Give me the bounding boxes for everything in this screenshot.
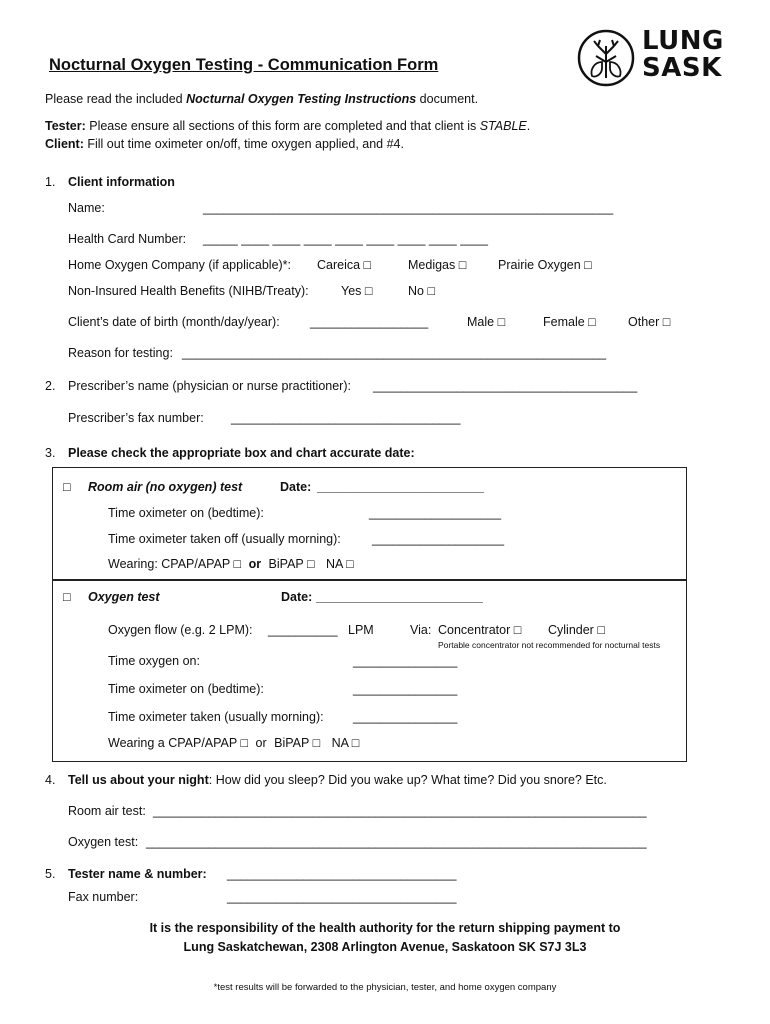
portable-concentrator-note: Portable concentrator not recommended for nocturnal tests <box>438 640 661 650</box>
dob-label: Client’s date of birth (month/day/year): <box>68 315 280 329</box>
tester-fax-field[interactable]: _________________________________ <box>227 890 457 904</box>
room-oximeter-off-label: Time oximeter taken off (usually morning): <box>108 532 341 546</box>
instructions-doc-name: Nocturnal Oxygen Testing Instructions <box>186 92 417 106</box>
lung-sask-logo <box>576 26 726 90</box>
careica-checkbox[interactable]: Careica □ <box>317 258 372 272</box>
prescriber-label: Prescriber’s name (physician or nurse practitioner): <box>68 379 351 393</box>
cylinder-checkbox[interactable]: Cylinder □ <box>548 623 605 637</box>
room-oximeter-on-field[interactable]: ___________________ <box>369 506 502 520</box>
oxygen-flow-label: Oxygen flow (e.g. 2 LPM): <box>108 623 253 637</box>
logo-text-lung: LUNG <box>642 26 724 56</box>
time-oxygen-on-label: Time oxygen on: <box>108 654 200 668</box>
other-checkbox[interactable]: Other □ <box>628 315 671 329</box>
room-bipap-checkbox[interactable]: BiPAP □ <box>268 557 315 571</box>
male-checkbox[interactable]: Male □ <box>467 315 506 329</box>
medigas-checkbox[interactable]: Medigas □ <box>408 258 467 272</box>
section5-number: 5. <box>45 867 56 881</box>
health-card-label: Health Card Number: <box>68 232 187 246</box>
oxygen-date-field[interactable]: ________________________ <box>316 590 483 604</box>
section4-heading: Tell us about your night <box>68 773 209 787</box>
room-oximeter-on-label: Time oximeter on (bedtime): <box>108 506 264 520</box>
reason-field[interactable]: _____________________________________________________________ <box>182 346 607 360</box>
prairie-oxygen-checkbox[interactable]: Prairie Oxygen □ <box>498 258 592 272</box>
room-na-checkbox[interactable]: NA □ <box>326 557 354 571</box>
oxygen-test-title: Oxygen test <box>88 590 160 604</box>
room-wearing-line: Wearing: CPAP/APAP □ or BiPAP □ NA □ <box>108 557 354 571</box>
room-air-date-label: Date: <box>280 480 312 494</box>
shipping-responsibility-line2: Lung Saskatchewan, 2308 Arlington Avenue, Saskatoon SK S7J 3L3 <box>183 940 587 954</box>
section1-number: 1. <box>45 175 56 189</box>
lung-tree-icon <box>576 28 636 88</box>
oxygen-flow-unit: LPM <box>348 623 374 637</box>
room-air-night-label: Room air test: <box>68 804 146 818</box>
room-air-night-field[interactable]: _______________________________________________________________________ <box>153 804 647 818</box>
concentrator-checkbox[interactable]: Concentrator □ <box>438 623 522 637</box>
via-label: Via: <box>410 623 432 637</box>
intro-read-line: Please read the included Nocturnal Oxygen Testing Instructions document. <box>45 92 479 106</box>
shipping-responsibility-line1: It is the responsibility of the health authority for the return shipping payment to <box>149 921 621 935</box>
tester-name-label: Tester name & number: <box>68 867 207 881</box>
oxygen-flow-field[interactable]: __________ <box>268 623 338 637</box>
logo-text-sask: SASK <box>642 53 722 83</box>
name-field[interactable]: ___________________________________________________________ <box>203 201 614 215</box>
reason-label: Reason for testing: <box>68 346 173 360</box>
oxygen-na-checkbox[interactable]: NA □ <box>331 736 360 750</box>
prescriber-fax-field[interactable]: _________________________________ <box>231 411 461 425</box>
section2-number: 2. <box>45 379 56 393</box>
page-title: Nocturnal Oxygen Testing - Communication Form <box>49 56 439 74</box>
dob-field[interactable]: _________________ <box>310 315 429 329</box>
nihb-no-checkbox[interactable]: No □ <box>408 284 436 298</box>
client-instruction: Client: Fill out time oximeter on/off, time oxygen applied, and #4. <box>45 137 404 151</box>
prescriber-field[interactable]: ______________________________________ <box>373 379 638 393</box>
oxygen-bipap-checkbox[interactable]: BiPAP □ <box>274 736 321 750</box>
oxygen-oximeter-taken-label: Time oximeter taken (usually morning): <box>108 710 324 724</box>
section3-number: 3. <box>45 446 56 460</box>
tester-fax-label: Fax number: <box>68 890 139 904</box>
oxygen-cpap-checkbox[interactable]: Wearing a CPAP/APAP □ <box>108 736 249 750</box>
tester-instruction: Tester: Please ensure all sections of this form are completed and that client is STABLE. <box>45 119 531 133</box>
oxygen-oximeter-on-field[interactable]: _______________ <box>353 682 458 696</box>
room-air-date-field[interactable]: ________________________ <box>317 480 484 494</box>
results-forwarding-note: *test results will be forwarded to the physician, tester, and home oxygen company <box>213 982 557 993</box>
home-oxygen-label: Home Oxygen Company (if applicable)*: <box>68 258 292 272</box>
room-air-checkbox[interactable]: □ <box>63 480 71 494</box>
tester-name-field[interactable]: _________________________________ <box>227 867 457 881</box>
room-air-title: Room air (no oxygen) test <box>88 480 243 494</box>
oxygen-night-field[interactable]: ________________________________________________________________________ <box>146 835 647 849</box>
oxygen-night-label: Oxygen test: <box>68 835 139 849</box>
female-checkbox[interactable]: Female □ <box>543 315 596 329</box>
oxygen-date-label: Date: <box>281 590 313 604</box>
room-cpap-checkbox[interactable]: Wearing: CPAP/APAP □ <box>108 557 242 571</box>
oxygen-oximeter-on-label: Time oximeter on (bedtime): <box>108 682 264 696</box>
section4-number: 4. <box>45 773 56 787</box>
oxygen-test-checkbox[interactable]: □ <box>63 590 71 604</box>
oxygen-test-box <box>52 579 687 762</box>
room-oximeter-off-field[interactable]: ___________________ <box>372 532 505 546</box>
oxygen-wearing-line: Wearing a CPAP/APAP □ or BiPAP □ NA □ <box>108 736 360 750</box>
section3-heading: Please check the appropriate box and chart accurate date: <box>68 446 415 460</box>
oxygen-oximeter-taken-field[interactable]: _______________ <box>353 710 458 724</box>
section4-prompt: Tell us about your night: How did you sleep? Did you wake up? What time? Did you snore? Etc. <box>68 773 607 787</box>
prescriber-fax-label: Prescriber’s fax number: <box>68 411 204 425</box>
nihb-label: Non-Insured Health Benefits (NIHB/Treaty): <box>68 284 309 298</box>
name-label: Name: <box>68 201 105 215</box>
health-card-field[interactable]: _____ ____ ____ ____ ____ ____ ____ ____ ____ <box>203 232 489 246</box>
time-oxygen-on-field[interactable]: _______________ <box>353 654 458 668</box>
nihb-yes-checkbox[interactable]: Yes □ <box>341 284 373 298</box>
section1-heading: Client information <box>68 175 175 189</box>
